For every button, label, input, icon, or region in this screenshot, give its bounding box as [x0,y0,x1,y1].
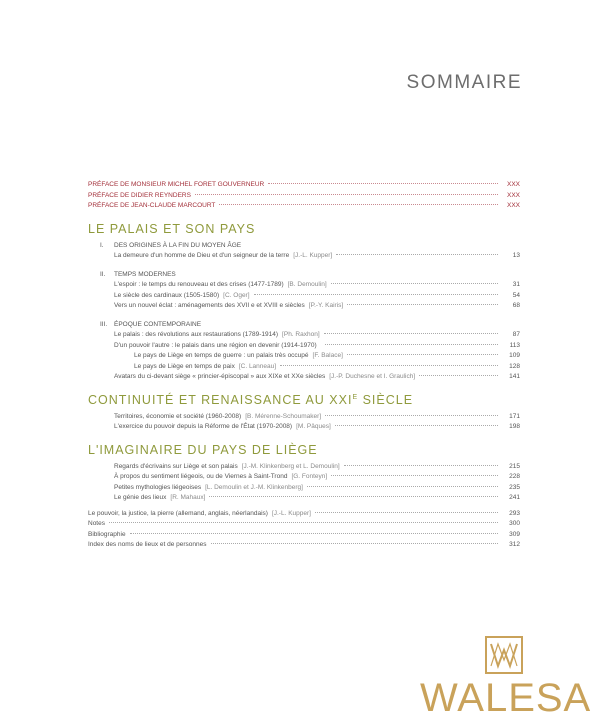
page-number: 312 [509,541,520,548]
leader-dots [347,304,498,305]
page-number: 241 [509,494,520,501]
page-number: XXX [506,202,520,209]
part-title: DES ORIGINES À LA FIN DU MOYEN ÂGE [114,241,242,249]
page-number: 54 [512,291,520,299]
entry-text: Le pouvoir, la justice, la pierre (allemand, anglais, néerlandais) [88,509,268,517]
part-title: ÉPOQUE CONTEMPORAINE [114,320,202,328]
part-number: I. [100,241,104,249]
entry-author: [B. Demoulin] [287,281,327,288]
toc-entry [88,493,520,504]
toc-entry [88,330,520,341]
toc-entry [88,191,520,202]
section-heading-text: CONTINUITÉ ET RENAISSANCE AU XXI [88,392,353,407]
toc-entry [88,530,520,541]
walesa-logo [420,632,590,728]
leader-dots [325,415,498,416]
leader-dots [307,486,498,487]
leader-dots [280,365,498,366]
entry-author: [J.-L. Kupper] [293,252,333,259]
entry-text: À propos du sentiment liégeois, ou de Viernes à Saint-Trond [114,473,288,480]
entry-text: D'un pouvoir l'autre : le palais dans une région en devenir (1914-1970) [114,341,317,349]
toc-entry [88,372,520,383]
part-heading [100,241,520,252]
part-number: III. [100,320,108,328]
toc-entry [88,362,520,373]
entry-text: Le palais : des révolutions aux restaurations (1789-1914) [114,331,279,338]
entry-author: [C. Oger] [223,291,250,299]
entry-text: Le siècle des cardinaux (1505-1580) [114,291,220,299]
leader-dots [130,533,498,534]
entry-text: Index des noms de lieux et de personnes [88,541,207,548]
page-number: 171 [509,412,520,420]
toc-entry [88,291,520,302]
section-heading [88,393,520,407]
toc-entry [88,251,520,262]
page-number: 113 [509,341,520,349]
entry-author: [Ph. Raxhon] [282,331,320,338]
entry-text: Le pays de Liège en temps de guerre : un palais très occupé [134,352,309,359]
page-number: 215 [509,462,520,470]
entry-author: [F. Balace] [312,352,343,359]
leader-dots [336,254,498,255]
entry-author: [L. Demoulin et J.-M. Klinkenberg] [205,483,303,491]
part-title: TEMPS MODERNES [114,270,176,278]
section-heading-end: SIÈCLE [358,392,414,407]
leader-dots [254,294,498,295]
leader-dots [335,425,498,426]
toc-entry [88,422,520,433]
entry-author: [J.-P. Duchesne et I. Graulich] [329,373,416,380]
page-number: 235 [509,483,520,491]
entry-author: [C. Lanneau] [238,362,277,370]
entry-author: [J.-L. Kupper] [271,509,311,517]
entry-author: [G. Fonteyn] [291,473,328,480]
logo-mark-icon [485,636,523,674]
toc-entry [88,462,520,473]
entry-author: [R. Mahaux] [170,494,206,501]
page-number: 141 [509,373,520,380]
section-heading-sup: E [352,393,359,401]
page-number: 68 [512,302,520,309]
toc-entry [88,341,520,352]
entry-text: Vers un nouvel éclat : aménagements des XVII e et XVIII e siècles [114,302,305,309]
entry-text: L'espoir : le temps du renouveau et des crises (1477-1789) [114,281,284,288]
entry-author: [M. Pâques] [296,423,331,430]
entry-text: Petites mythologies liégeoises [114,483,202,491]
leader-dots [219,204,498,205]
page-number: 109 [509,352,520,359]
leader-dots [347,354,498,355]
page-title: SOMMAIRE [406,72,522,93]
toc-entry [88,180,520,191]
part-heading [100,320,520,331]
logo-wordmark: WALESA [420,676,592,720]
entry-text: Territoires, économie et société (1960-2008) [114,412,242,420]
leader-dots [344,465,498,466]
toc-entry [88,483,520,494]
page-number: 309 [509,530,520,538]
logo-w-icon [487,638,521,672]
leader-dots [109,522,498,523]
table-of-contents [88,180,520,551]
entry-text: La demeure d'un homme de Dieu et d'un seigneur de la terre [114,252,290,259]
page-number: XXX [506,191,520,199]
entry-text: Regards d'écrivains sur Liège et son palais [114,462,238,470]
entry-text: PRÉFACE DE MONSIEUR MICHEL FORET GOUVERNEUR [88,181,265,188]
leader-dots [268,183,498,184]
leader-dots [195,194,498,195]
leader-dots [211,543,498,544]
leader-dots [324,333,498,334]
entry-author: [P.-Y. Kairis] [308,302,344,309]
section-heading: LE PALAIS ET SON PAYS [88,221,256,236]
page-number: 128 [509,362,520,370]
part-number: II. [100,270,106,278]
entry-author: [B. Mérenne-Schoumaker] [245,412,322,420]
toc-entry [88,280,520,291]
entry-text: PRÉFACE DE JEAN-CLAUDE MARCOURT [88,202,216,209]
entry-text: PRÉFACE DE DIDIER REYNDERS [88,191,191,199]
leader-dots [315,512,498,513]
page-number: 198 [509,423,520,430]
entry-text: Avatars du ci-devant siège « princier-épiscopal » aux XIXe et XXe siècles [114,373,326,380]
leader-dots [331,283,498,284]
page-number: XXX [506,181,520,188]
entry-author: [J.-M. Klinkenberg et L. Demoulin] [241,462,340,470]
toc-entry [88,519,520,530]
entry-text: Bibliographie [88,530,126,538]
toc-entry [88,509,520,520]
leader-dots [419,375,498,376]
page-number: 87 [512,331,520,338]
toc-entry [88,412,520,423]
entry-text: Le pays de Liège en temps de paix [134,362,235,370]
page-number: 13 [512,252,520,259]
page-number: 228 [509,473,520,480]
toc-entry [88,201,520,212]
toc-entry [88,351,520,362]
section-heading: L'IMAGINAIRE DU PAYS DE LIÈGE [88,442,318,457]
toc-entry [88,472,520,483]
entry-text: Le génie des lieux [114,494,167,501]
leader-dots [209,496,498,497]
entry-text: L'exercice du pouvoir depuis la Réforme de l'État (1970-2008) [114,423,293,430]
leader-dots [331,475,498,476]
page-number: 300 [509,520,520,527]
toc-entry [88,540,520,551]
part-heading [100,270,520,281]
page-number: 293 [509,509,520,517]
leader-dots [325,344,498,345]
entry-text: Notes [88,520,105,527]
toc-entry [88,301,520,312]
page-number: 31 [512,281,520,288]
